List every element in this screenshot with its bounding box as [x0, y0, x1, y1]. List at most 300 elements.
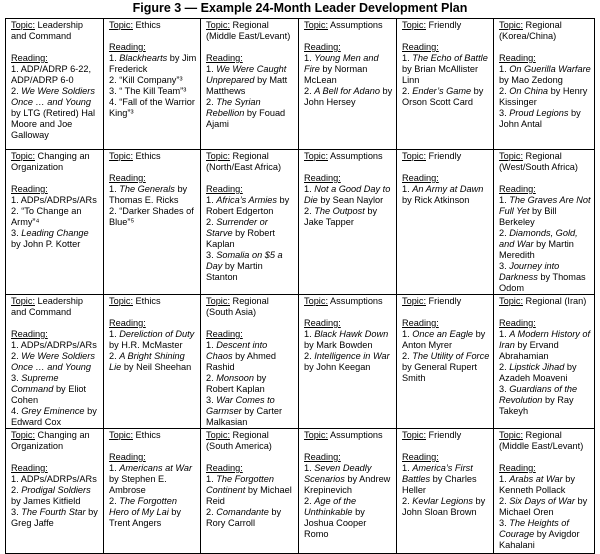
item-text: by LTG (Retired) Hal Moore and Joe Galloway [11, 108, 96, 140]
topic-label: Topic: [402, 20, 426, 30]
item-number: 2. [304, 206, 315, 216]
item-number: 1. [109, 53, 120, 63]
reading-item [402, 53, 490, 86]
reading-item [499, 362, 591, 384]
item-number: 2. [11, 351, 22, 361]
reading-item [499, 108, 591, 130]
topic-line [304, 151, 393, 162]
book-title: Grey Eminence [21, 406, 85, 416]
topic-line [206, 151, 295, 173]
reading-label: Reading: [206, 463, 243, 473]
reading-item [206, 395, 295, 428]
item-number: 1. [11, 474, 21, 484]
book-title: We Were Soldiers Once … and Young [11, 86, 95, 107]
item-number: 1. [402, 329, 413, 339]
topic-line [499, 151, 591, 173]
book-title: Young Men and Fire [304, 53, 379, 74]
table-row [6, 429, 595, 554]
reading-item [206, 217, 295, 250]
table-row [6, 295, 595, 429]
reading-item [304, 463, 393, 496]
reading-label: Reading: [109, 318, 146, 328]
topic-line [402, 430, 490, 441]
item-text: by Andrew Krepinevich [304, 474, 391, 495]
plan-cell [299, 429, 397, 554]
topic-line [304, 430, 393, 441]
reading-item [499, 261, 591, 294]
item-text: ADPs/ADRPs/ARs [20, 474, 97, 484]
reading-item [206, 250, 295, 283]
item-number: 2. [109, 496, 120, 506]
item-text: by General Rupert Smith [402, 362, 478, 383]
reading-label: Reading: [206, 53, 243, 63]
reading-label: Reading: [402, 318, 439, 328]
book-title: Proud Legions [509, 108, 569, 118]
reading-item [109, 463, 197, 496]
item-text: by Martin Stanton [206, 261, 263, 282]
item-text: by Rory Carroll [206, 507, 282, 528]
item-number: 1. [499, 329, 510, 339]
topic-line [499, 20, 591, 42]
topic-line [402, 296, 490, 307]
reading-label: Reading: [304, 42, 341, 52]
book-title: The Forgotten Hero of My Lai [109, 496, 177, 517]
reading-item [499, 329, 591, 362]
item-number: 1. [206, 64, 217, 74]
reading-item [304, 86, 393, 108]
item-number: 2. [206, 373, 217, 383]
topic-value: Regional (North/East Africa) [206, 151, 282, 172]
plan-cell [201, 429, 299, 554]
item-text: ADPs/ADRPs/ARs [20, 195, 97, 205]
item-number: 2. [206, 507, 217, 517]
item-number: 3. [499, 261, 510, 271]
item-number: 2. [109, 206, 120, 216]
item-text: by Greg Jaffe [11, 507, 98, 528]
book-title: An Army at Dawn [412, 184, 484, 194]
topic-label: Topic: [11, 151, 35, 161]
reading-item [206, 474, 295, 507]
book-title: The Forgotten Continent [206, 474, 274, 495]
reading-item [109, 53, 197, 75]
reading-item [402, 463, 490, 496]
reading-label: Reading: [499, 318, 536, 328]
book-title: On Guerilla Warfare [509, 64, 591, 74]
reading-item [109, 206, 197, 228]
reading-item [304, 496, 393, 540]
reading-item [11, 206, 100, 228]
item-number: 2. [304, 496, 315, 506]
item-text: by Mark Bowden [304, 340, 373, 350]
book-title: Age of the Unthinkable [304, 496, 357, 517]
book-title: Dereliction of Duty [119, 329, 195, 339]
book-title: Not a Good Day to Die [304, 184, 391, 205]
reading-item [11, 507, 100, 529]
topic-value: Ethics [133, 296, 161, 306]
item-number: 1. [402, 184, 413, 194]
reading-item [11, 64, 100, 86]
reading-item [499, 518, 591, 551]
reading-label: Reading: [11, 184, 48, 194]
topic-label: Topic: [304, 430, 328, 440]
item-text: by John P. Kotter [11, 239, 81, 249]
topic-line [402, 151, 490, 162]
book-title: Monsoon [216, 373, 255, 383]
item-text: ADPs/ADRPs/ARs [20, 340, 97, 350]
topic-label: Topic: [402, 430, 426, 440]
plan-cell [397, 150, 494, 295]
topic-line [11, 20, 100, 42]
item-number: 1. [206, 195, 217, 205]
topic-label: Topic: [109, 20, 133, 30]
topic-value: Changing an Organization [11, 430, 90, 451]
topic-label: Topic: [402, 151, 426, 161]
reading-item [109, 97, 197, 119]
item-number: 1. [402, 463, 413, 473]
reading-item [304, 184, 393, 206]
book-title: We Were Soldiers Once … and Young [11, 351, 95, 372]
topic-value: Regional (Korea/China) [499, 20, 562, 41]
item-text: by Fouad Ajami [206, 108, 286, 129]
topic-value: Regional (South America) [206, 430, 272, 451]
item-text: by Michael Oren [499, 496, 588, 517]
item-number: 2. [499, 228, 510, 238]
reading-label: Reading: [206, 184, 243, 194]
item-text: “Darker Shades of Blue”⁵ [109, 206, 194, 227]
plan-table-body [6, 19, 595, 554]
book-title: The Heights of Courage [499, 518, 569, 539]
reading-label: Reading: [304, 318, 341, 328]
topic-value: Assumptions [328, 296, 383, 306]
topic-value: Friendly [426, 20, 462, 30]
topic-line [304, 20, 393, 31]
item-text: “To Change an Army”⁴ [11, 206, 82, 227]
book-title: Lipstick Jihad [509, 362, 565, 372]
reading-label: Reading: [109, 452, 146, 462]
reading-item [11, 474, 100, 485]
reading-item [304, 53, 393, 86]
book-title: Americans at War [119, 463, 193, 473]
item-text: by Michael Reid [206, 485, 292, 506]
topic-value: Regional (West/South Africa) [499, 151, 578, 172]
item-text: by Charles Heller [402, 474, 477, 495]
book-title: Supreme Command [11, 373, 59, 394]
book-title: A Bell for Adano [314, 86, 380, 96]
book-title: The Generals [119, 184, 175, 194]
plan-cell [201, 19, 299, 150]
topic-label: Topic: [304, 20, 328, 30]
item-number: 3. [11, 507, 22, 517]
item-number: 2. [206, 97, 217, 107]
reading-item [304, 351, 393, 373]
topic-value: Friendly [426, 296, 462, 306]
book-title: A Bright Shining Lie [109, 351, 185, 372]
topic-label: Topic: [304, 296, 328, 306]
plan-cell [6, 295, 104, 429]
item-number: 4. [109, 97, 120, 107]
development-plan-table [5, 18, 595, 554]
item-text: by Neil Sheehan [121, 362, 192, 372]
topic-line [304, 296, 393, 307]
item-text: by Matt Matthews [206, 75, 288, 96]
item-text: by Joshua Cooper Romo [304, 507, 367, 539]
book-title: Once an Eagle [412, 329, 474, 339]
reading-item [402, 351, 490, 384]
item-number: 1. [206, 340, 217, 350]
topic-line [206, 430, 295, 452]
topic-line [206, 296, 295, 318]
reading-item [499, 64, 591, 86]
reading-item [304, 206, 393, 228]
book-title: Seven Deadly Scenarios [304, 463, 372, 484]
topic-line [206, 20, 295, 42]
item-number: 2. [304, 86, 315, 96]
item-text: by Avigdor Kahalani [499, 529, 580, 550]
reading-item [206, 64, 295, 97]
book-title: The Syrian Rebellion [206, 97, 261, 118]
plan-cell [104, 19, 201, 150]
topic-value: Regional (Middle East/Levant) [206, 20, 291, 41]
item-text: by Anton Myrer [402, 329, 486, 350]
item-text: ADP/ADRP 6-22, ADP/ADRP 6-0 [11, 64, 92, 85]
book-title: Arabs at War [509, 474, 563, 484]
reading-item [402, 496, 490, 518]
plan-cell [6, 429, 104, 554]
reading-label: Reading: [109, 42, 146, 52]
plan-cell [494, 429, 595, 554]
reading-item [206, 195, 295, 217]
topic-value: Leadership and Command [11, 20, 84, 41]
item-text: by Robert Kaplan [206, 228, 275, 249]
item-text: by James Kitfield [11, 496, 81, 506]
reading-item [499, 86, 591, 108]
reading-label: Reading: [304, 173, 341, 183]
item-number: 1. [402, 53, 413, 63]
book-title: Kevlar Legions [412, 496, 473, 506]
book-title: A Modern History of Iran [499, 329, 591, 350]
item-number: 2. [499, 86, 510, 96]
reading-item [109, 351, 197, 373]
item-text: by Carter Malkasian [206, 406, 283, 427]
plan-cell [6, 19, 104, 150]
item-number: 2. [11, 86, 22, 96]
item-text: by Ahmed Rashid [206, 351, 276, 372]
reading-item [499, 228, 591, 261]
reading-item [402, 86, 490, 108]
book-title: The Graves Are Not Full Yet [499, 195, 591, 216]
plan-cell [397, 19, 494, 150]
plan-cell [299, 295, 397, 429]
reading-item [109, 75, 197, 86]
item-number: 3. [206, 250, 217, 260]
item-number: 2. [109, 75, 120, 85]
item-number: 3. [499, 108, 510, 118]
reading-item [499, 496, 591, 518]
item-number: 1. [11, 195, 21, 205]
topic-label: Topic: [499, 430, 523, 440]
book-title: Surrender or Starve [206, 217, 268, 238]
item-number: 1. [304, 53, 315, 63]
reading-label: Reading: [402, 173, 439, 183]
book-title: Comandante [216, 507, 269, 517]
reading-item [11, 195, 100, 206]
item-number: 1. [206, 474, 217, 484]
reading-item [402, 184, 490, 206]
topic-label: Topic: [206, 296, 230, 306]
item-number: 4. [11, 406, 22, 416]
item-number: 3. [206, 395, 217, 405]
item-text: by Martin Meredith [499, 239, 574, 260]
item-number: 3. [499, 518, 510, 528]
plan-cell [201, 295, 299, 429]
reading-item [499, 384, 591, 417]
item-text: by H.R. McMaster [109, 340, 183, 350]
reading-item [206, 373, 295, 395]
item-text: by John Sloan Brown [402, 496, 486, 517]
book-title: Blackhearts [119, 53, 168, 63]
reading-item [11, 485, 100, 507]
topic-value: Assumptions [328, 20, 383, 30]
reading-item [11, 340, 100, 351]
reading-label: Reading: [11, 329, 48, 339]
plan-cell [104, 429, 201, 554]
item-number: 2. [402, 351, 413, 361]
topic-value: Leadership and Command [11, 296, 84, 317]
topic-line [499, 296, 591, 307]
item-number: 1. [11, 64, 21, 74]
reading-item [304, 329, 393, 351]
item-text: by Brian McAllister Linn [402, 64, 479, 85]
reading-label: Reading: [304, 452, 341, 462]
plan-cell [299, 150, 397, 295]
topic-value: Regional (Middle East/Levant) [499, 430, 584, 451]
item-number: 2. [499, 496, 510, 506]
plan-cell [104, 150, 201, 295]
item-number: 2. [11, 206, 22, 216]
book-title: Black Hawk Down [314, 329, 389, 339]
plan-cell [494, 150, 595, 295]
reading-item [109, 86, 197, 97]
item-number: 1. [304, 184, 315, 194]
book-title: Somalia on $5 a Day [206, 250, 283, 271]
topic-value: Ethics [133, 430, 161, 440]
topic-line [11, 430, 100, 452]
topic-value: Assumptions [328, 151, 383, 161]
topic-label: Topic: [109, 430, 133, 440]
item-text: by Sean Naylor [317, 195, 384, 205]
topic-label: Topic: [11, 20, 35, 30]
book-title: Africa’s Armies [216, 195, 277, 205]
book-title: Guardians of the Revolution [499, 384, 578, 405]
book-title: Ender’s Game [412, 86, 472, 96]
topic-line [109, 151, 197, 162]
item-text: by Stephen E. Ambrose [109, 474, 167, 495]
topic-label: Topic: [499, 296, 523, 306]
topic-label: Topic: [402, 296, 426, 306]
item-number: 2. [206, 217, 217, 227]
book-title: War Comes to Garmser [206, 395, 275, 416]
item-text: “Fall of the Warrior King”³ [109, 97, 195, 118]
book-title: The Utility of Force [412, 351, 490, 361]
plan-cell [201, 150, 299, 295]
reading-item [109, 496, 197, 529]
book-title: Leading Change [21, 228, 89, 238]
topic-label: Topic: [206, 151, 230, 161]
item-text: by Robert Edgerton [206, 195, 290, 216]
item-text: by Jim Frederick [109, 53, 197, 74]
topic-line [109, 430, 197, 441]
item-text: by Robert Kaplan [206, 373, 267, 394]
reading-item [206, 340, 295, 373]
figure-title: Figure 3 — Example 24-Month Leader Development Plan [132, 1, 468, 15]
book-title: Journey into Darkness [499, 261, 560, 282]
item-number: 3. [11, 373, 22, 383]
topic-label: Topic: [499, 20, 523, 30]
topic-value: Ethics [133, 20, 161, 30]
item-text: by John Hersey [304, 86, 393, 107]
topic-value: Ethics [133, 151, 161, 161]
topic-line [109, 296, 197, 307]
item-number: 1. [109, 184, 120, 194]
item-text: by Thomas Odom [499, 272, 586, 293]
book-title: The Outpost [314, 206, 365, 216]
item-text: by John Antal [499, 108, 581, 129]
table-row [6, 19, 595, 150]
plan-cell [494, 19, 595, 150]
book-title: America’s First Battles [402, 463, 473, 484]
book-title: Prodigal Soldiers [21, 485, 91, 495]
topic-label: Topic: [11, 296, 35, 306]
reading-item [11, 351, 100, 373]
item-text: by Kenneth Pollack [499, 474, 575, 495]
reading-item [206, 507, 295, 529]
topic-value: Friendly [426, 430, 462, 440]
item-text: by Ervand Abrahamian [499, 340, 559, 361]
item-number: 1. [304, 463, 315, 473]
item-number: 2. [11, 485, 22, 495]
item-number: 2. [109, 351, 120, 361]
book-title: The Fourth Star [21, 507, 86, 517]
item-text: by Norman McLean [304, 64, 368, 85]
book-title: Six Days of War [509, 496, 575, 506]
reading-item [109, 184, 197, 206]
item-number: 2. [499, 362, 510, 372]
item-text: by Orson Scott Card [402, 86, 484, 107]
topic-line [499, 430, 591, 452]
reading-item [499, 474, 591, 496]
item-number: 2. [304, 351, 315, 361]
reading-label: Reading: [499, 53, 536, 63]
reading-item [11, 406, 100, 428]
reading-item [109, 329, 197, 351]
book-title: Diamonds, Gold, and War [499, 228, 578, 249]
reading-label: Reading: [11, 53, 48, 63]
topic-line [109, 20, 197, 31]
topic-label: Topic: [206, 430, 230, 440]
topic-line [11, 296, 100, 318]
item-number: 1. [499, 195, 510, 205]
reading-label: Reading: [11, 463, 48, 473]
book-title: The Echo of Battle [412, 53, 488, 63]
item-text: by Rick Atkinson [402, 195, 470, 205]
item-text: by Azadeh Moaveni [499, 362, 577, 383]
item-text: by Henry Kissinger [499, 86, 588, 107]
item-text: by Edward Cox [11, 406, 97, 427]
book-title: Intelligence in War [314, 351, 390, 361]
reading-label: Reading: [402, 42, 439, 52]
topic-line [402, 20, 490, 31]
item-text: by John Keegan [304, 362, 371, 372]
